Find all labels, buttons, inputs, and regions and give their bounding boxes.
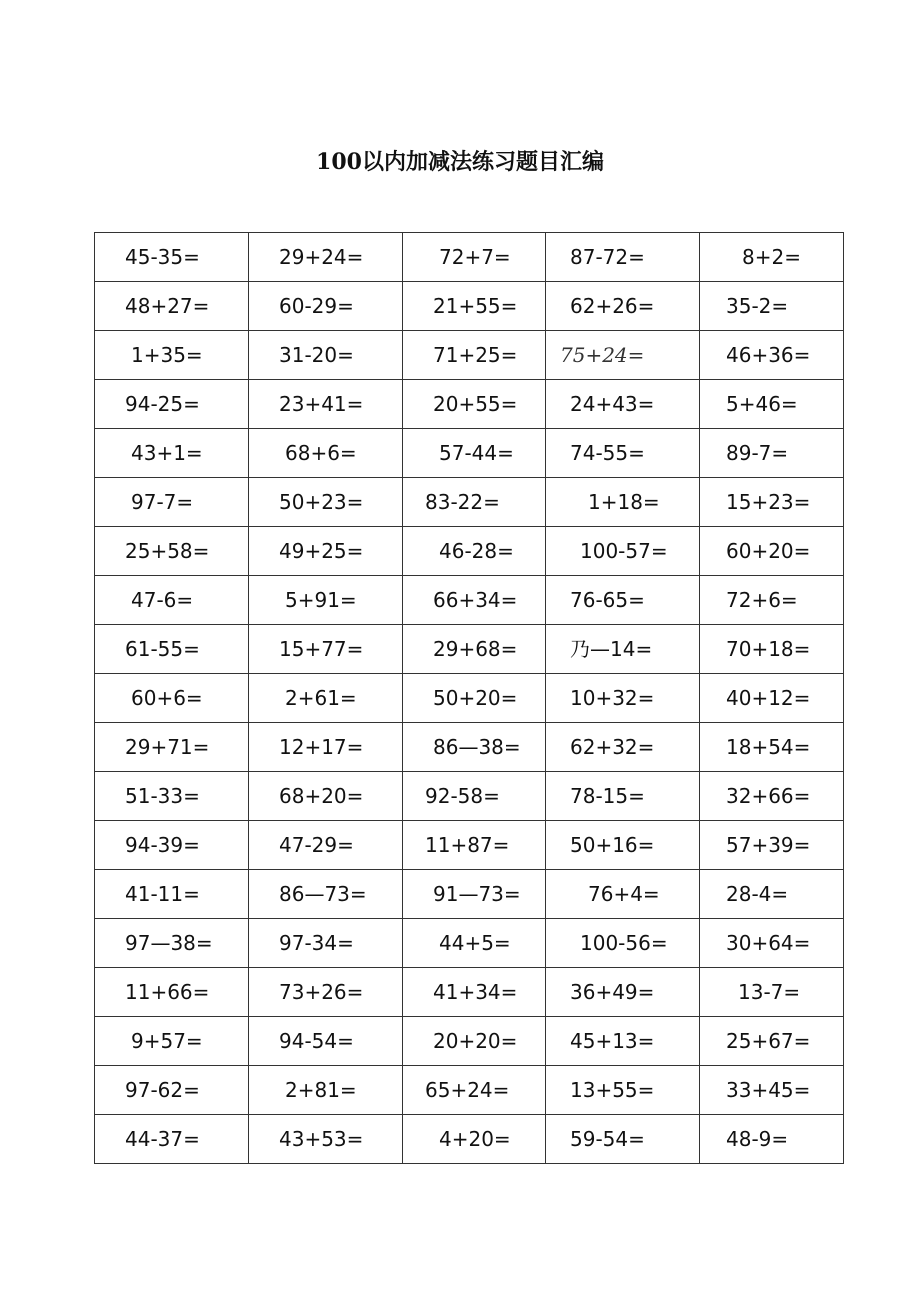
exercise-cell: 86—38= bbox=[403, 723, 546, 772]
exercise-cell: 91—73= bbox=[403, 870, 546, 919]
exercise-cell: 60+6= bbox=[95, 674, 249, 723]
exercise-cell: 29+24= bbox=[249, 233, 403, 282]
table-row bbox=[95, 821, 844, 870]
exercise-cell: 1+35= bbox=[95, 331, 249, 380]
exercise-cell: 1+18= bbox=[546, 478, 700, 527]
exercise-cell: 46+36= bbox=[700, 331, 844, 380]
exercise-cell: 78-15= bbox=[546, 772, 700, 821]
exercise-cell: 13+55= bbox=[546, 1066, 700, 1115]
exercise-cell: 47-29= bbox=[249, 821, 403, 870]
exercise-cell: 50+23= bbox=[249, 478, 403, 527]
exercise-cell: 70+18= bbox=[700, 625, 844, 674]
exercise-cell: 97—38= bbox=[95, 919, 249, 968]
exercise-cell: 28-4= bbox=[700, 870, 844, 919]
table-row bbox=[95, 380, 844, 429]
exercise-cell: 73+26= bbox=[249, 968, 403, 1017]
table-row bbox=[95, 527, 844, 576]
exercise-cell: 2+81= bbox=[249, 1066, 403, 1115]
exercise-cell: 45-35= bbox=[95, 233, 249, 282]
exercise-cell: 5+46= bbox=[700, 380, 844, 429]
table-row bbox=[95, 331, 844, 380]
exercise-cell: 65+24= bbox=[403, 1066, 546, 1115]
exercise-cell: 48+27= bbox=[95, 282, 249, 331]
exercise-cell: 59-54= bbox=[546, 1115, 700, 1164]
exercise-cell: 94-54= bbox=[249, 1017, 403, 1066]
exercise-cell: 92-58= bbox=[403, 772, 546, 821]
page-title: 100以内加减法练习题目汇编 bbox=[316, 149, 604, 175]
exercise-cell: 29+71= bbox=[95, 723, 249, 772]
table-row bbox=[95, 233, 844, 282]
exercise-cell: 76+4= bbox=[546, 870, 700, 919]
exercise-cell: 10+32= bbox=[546, 674, 700, 723]
exercise-cell: 45+13= bbox=[546, 1017, 700, 1066]
exercise-cell: 15+77= bbox=[249, 625, 403, 674]
exercise-cell: 76-65= bbox=[546, 576, 700, 625]
exercise-cell: 50+16= bbox=[546, 821, 700, 870]
exercise-cell: 47-6= bbox=[95, 576, 249, 625]
exercise-cell: 29+68= bbox=[403, 625, 546, 674]
exercise-cell: 97-7= bbox=[95, 478, 249, 527]
exercise-cell: 72+6= bbox=[700, 576, 844, 625]
exercise-cell: 11+87= bbox=[403, 821, 546, 870]
exercise-cell: 57-44= bbox=[403, 429, 546, 478]
exercise-cell: 66+34= bbox=[403, 576, 546, 625]
exercise-cell: 33+45= bbox=[700, 1066, 844, 1115]
exercise-cell: 9+57= bbox=[95, 1017, 249, 1066]
table-row bbox=[95, 723, 844, 772]
exercise-cell: 97-62= bbox=[95, 1066, 249, 1115]
exercise-cell: 23+41= bbox=[249, 380, 403, 429]
exercise-cell: 11+66= bbox=[95, 968, 249, 1017]
exercise-cell: 94-25= bbox=[95, 380, 249, 429]
exercise-cell: 30+64= bbox=[700, 919, 844, 968]
table-row bbox=[95, 625, 844, 674]
table-row bbox=[95, 968, 844, 1017]
exercise-cell: 72+7= bbox=[403, 233, 546, 282]
exercise-cell: 94-39= bbox=[95, 821, 249, 870]
exercise-cell: 62+32= bbox=[546, 723, 700, 772]
exercise-cell: 12+17= bbox=[249, 723, 403, 772]
exercise-cell: 44+5= bbox=[403, 919, 546, 968]
exercise-cell: 5+91= bbox=[249, 576, 403, 625]
exercise-cell: 31-20= bbox=[249, 331, 403, 380]
exercise-cell: 4+20= bbox=[403, 1115, 546, 1164]
exercise-cell: 62+26= bbox=[546, 282, 700, 331]
exercise-cell: 61-55= bbox=[95, 625, 249, 674]
table-row bbox=[95, 478, 844, 527]
exercise-table bbox=[94, 232, 844, 1164]
table-row bbox=[95, 919, 844, 968]
table-row bbox=[95, 1017, 844, 1066]
exercise-cell: 89-7= bbox=[700, 429, 844, 478]
exercise-cell: 15+23= bbox=[700, 478, 844, 527]
exercise-cell: 74-55= bbox=[546, 429, 700, 478]
exercise-cell: 97-34= bbox=[249, 919, 403, 968]
table-row bbox=[95, 870, 844, 919]
exercise-cell: 49+25= bbox=[249, 527, 403, 576]
exercise-cell: 71+25= bbox=[403, 331, 546, 380]
exercise-cell: 乃—14= bbox=[546, 625, 700, 674]
exercise-cell: 41-11= bbox=[95, 870, 249, 919]
exercise-cell: 51-33= bbox=[95, 772, 249, 821]
exercise-cell: 44-37= bbox=[95, 1115, 249, 1164]
exercise-cell: 40+12= bbox=[700, 674, 844, 723]
exercise-cell: 46-28= bbox=[403, 527, 546, 576]
exercise-cell: 36+49= bbox=[546, 968, 700, 1017]
exercise-cell: 57+39= bbox=[700, 821, 844, 870]
exercise-cell: 48-9= bbox=[700, 1115, 844, 1164]
exercise-cell: 20+20= bbox=[403, 1017, 546, 1066]
exercise-cell: 86—73= bbox=[249, 870, 403, 919]
exercise-cell: 100-56= bbox=[546, 919, 700, 968]
table-row bbox=[95, 1115, 844, 1164]
exercise-cell: 25+58= bbox=[95, 527, 249, 576]
table-row bbox=[95, 429, 844, 478]
exercise-cell: 8+2= bbox=[700, 233, 844, 282]
table-row bbox=[95, 576, 844, 625]
exercise-cell: 60+20= bbox=[700, 527, 844, 576]
exercise-cell: 100-57= bbox=[546, 527, 700, 576]
exercise-cell: 32+66= bbox=[700, 772, 844, 821]
exercise-cell: 18+54= bbox=[700, 723, 844, 772]
table-row bbox=[95, 1066, 844, 1115]
exercise-cell: 43+1= bbox=[95, 429, 249, 478]
table-row bbox=[95, 674, 844, 723]
table-row bbox=[95, 282, 844, 331]
exercise-cell: 50+20= bbox=[403, 674, 546, 723]
exercise-cell: 60-29= bbox=[249, 282, 403, 331]
exercise-cell: 13-7= bbox=[700, 968, 844, 1017]
exercise-cell: 35-2= bbox=[700, 282, 844, 331]
exercise-cell: 68+6= bbox=[249, 429, 403, 478]
exercise-cell: 2+61= bbox=[249, 674, 403, 723]
exercise-cell: 21+55= bbox=[403, 282, 546, 331]
exercise-cell: 75+24= bbox=[546, 331, 700, 380]
exercise-cell: 41+34= bbox=[403, 968, 546, 1017]
exercise-cell: 20+55= bbox=[403, 380, 546, 429]
exercise-cell: 25+67= bbox=[700, 1017, 844, 1066]
table-row bbox=[95, 772, 844, 821]
exercise-cell: 83-22= bbox=[403, 478, 546, 527]
exercise-table-body bbox=[95, 233, 844, 1164]
exercise-cell: 87-72= bbox=[546, 233, 700, 282]
exercise-cell: 43+53= bbox=[249, 1115, 403, 1164]
exercise-cell: 24+43= bbox=[546, 380, 700, 429]
exercise-cell: 68+20= bbox=[249, 772, 403, 821]
